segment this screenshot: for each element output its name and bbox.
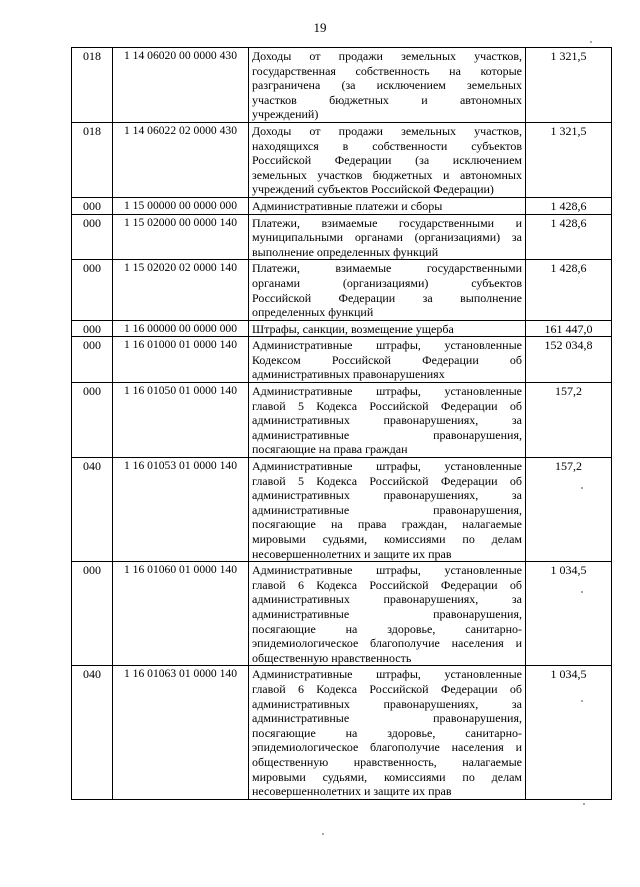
amount-cell: 1 428,6 <box>526 214 612 260</box>
name-line: Российской Федерации (за исключением <box>252 153 522 168</box>
revenue-name-cell <box>249 666 526 799</box>
name-line: главой 5 Кодекса Российской Федерации об <box>252 398 522 413</box>
revenue-name-cell <box>249 48 526 123</box>
name-line-last: Административные платежи и сборы <box>252 198 443 213</box>
name-line: Административные штрафы, установленные <box>252 384 522 399</box>
name-line: находящихся в собственности субъектов <box>252 138 522 153</box>
scan-speck <box>583 803 585 805</box>
name-line-last: учреждений субъектов Российской Федерации) <box>252 182 494 197</box>
table-row <box>72 122 612 197</box>
name-line-last: общественную нравственность <box>252 650 412 665</box>
amount-cell: 152 034,8 <box>526 337 612 383</box>
name-line: мировыми судьями, комиссиями по делам <box>252 769 522 784</box>
budget-code-cell: 1 16 01063 01 0000 140 <box>113 666 249 799</box>
name-line: мировыми судьями, комиссиями по делам <box>252 532 522 546</box>
budget-code-cell: 1 15 02020 02 0000 140 <box>113 260 249 320</box>
admin-code-cell: 040 <box>72 666 113 799</box>
name-line: административные правонарушения, <box>252 711 522 726</box>
admin-code-cell: 040 <box>72 458 113 562</box>
revenue-name-cell <box>249 260 526 320</box>
name-line: административных правонарушениях, за <box>252 413 522 428</box>
budget-code-cell: 1 14 06022 02 0000 430 <box>113 122 249 197</box>
revenue-table <box>71 47 612 800</box>
revenue-name-cell <box>249 214 526 260</box>
revenue-name-cell <box>249 337 526 383</box>
name-line: посягающие на права граждан, налагаемые <box>252 517 522 532</box>
name-line: административные правонарушения, <box>252 427 522 442</box>
name-line: Административные штрафы, установленные <box>252 667 522 682</box>
name-line-last: учреждений) <box>252 107 319 122</box>
name-line: общественную нравственность, налагаемые <box>252 754 522 769</box>
name-line: главой 6 Кодекса Российской Федерации об <box>252 681 522 696</box>
scan-speck <box>590 41 592 43</box>
name-line-last: Штрафы, санкции, возмещение ущерба <box>252 321 454 336</box>
name-line: разграничена (за исключением земельных <box>252 78 522 93</box>
name-line-last: посягающие на права граждан <box>252 442 408 457</box>
budget-code-cell: 1 16 01000 01 0000 140 <box>113 337 249 383</box>
name-line: посягающие на здоровье, санитарно- <box>252 621 522 636</box>
name-line: Доходы от продажи земельных участков, <box>252 49 522 63</box>
table-row <box>72 666 612 799</box>
page-number: 19 <box>313 20 327 35</box>
amount-cell: 1 321,5 <box>526 48 612 123</box>
revenue-name-cell <box>249 197 526 214</box>
scan-speck <box>581 700 583 702</box>
name-line: административных правонарушениях, за <box>252 696 522 711</box>
table-body <box>72 48 612 800</box>
admin-code-cell: 000 <box>72 337 113 383</box>
amount-cell: 1 428,6 <box>526 260 612 320</box>
name-line: участков бюджетных и автономных <box>252 92 522 107</box>
table-row <box>72 337 612 383</box>
admin-code-cell: 000 <box>72 320 113 337</box>
amount-cell: 161 447,0 <box>526 320 612 337</box>
budget-code-cell: 1 15 00000 00 0000 000 <box>113 197 249 214</box>
admin-code-cell: 000 <box>72 197 113 214</box>
name-line: эпидемиологическое благополучие населения и <box>252 740 522 755</box>
scan-speck <box>322 833 324 835</box>
revenue-name-cell <box>249 562 526 666</box>
admin-code-cell: 000 <box>72 383 113 458</box>
name-line-last: определенных функций <box>252 305 374 320</box>
name-line-last: административных правонарушениях <box>252 367 445 382</box>
amount-cell: 1 321,5 <box>526 122 612 197</box>
admin-code-cell: 018 <box>72 122 113 197</box>
name-line: Российской Федерации за выполнение <box>252 290 522 305</box>
amount-cell: 1 034,5 <box>526 666 612 799</box>
name-line: Административные штрафы, установленные <box>252 459 522 474</box>
name-line: Платежи, взимаемые государственными <box>252 261 522 276</box>
name-line: Административные штрафы, установленные <box>252 563 522 578</box>
name-line: земельных участков бюджетных и автономных <box>252 167 522 182</box>
budget-code-cell: 1 16 01050 01 0000 140 <box>113 383 249 458</box>
name-line: Кодексом Российской Федерации об <box>252 352 522 367</box>
admin-code-cell: 000 <box>72 214 113 260</box>
name-line: главой 5 Кодекса Российской Федерации об <box>252 473 522 488</box>
admin-code-cell: 018 <box>72 48 113 123</box>
name-line: административные правонарушения, <box>252 606 522 621</box>
amount-cell: 1 034,5 <box>526 562 612 666</box>
budget-code-cell: 1 15 02000 00 0000 140 <box>113 214 249 260</box>
name-line: посягающие на здоровье, санитарно- <box>252 725 522 740</box>
table-row <box>72 383 612 458</box>
table-row <box>72 260 612 320</box>
name-line-last: выполнение определенных функций <box>252 244 439 259</box>
budget-code-cell: 1 14 06020 00 0000 430 <box>113 48 249 123</box>
admin-code-cell: 000 <box>72 260 113 320</box>
scan-speck <box>581 591 583 593</box>
name-line: административных правонарушениях, за <box>252 488 522 503</box>
amount-cell: 157,2 <box>526 458 612 562</box>
name-line-last: несовершеннолетних и защите их прав <box>252 784 452 799</box>
admin-code-cell: 000 <box>72 562 113 666</box>
name-line: эпидемиологическое благополучие населения и <box>252 636 522 651</box>
name-line: Платежи, взимаемые государственными и <box>252 215 522 230</box>
budget-code-cell: 1 16 01060 01 0000 140 <box>113 562 249 666</box>
name-line: административные правонарушения, <box>252 502 522 517</box>
name-line: органами (организациями) субъектов <box>252 275 522 290</box>
amount-cell: 1 428,6 <box>526 197 612 214</box>
budget-code-cell: 1 16 01053 01 0000 140 <box>113 458 249 562</box>
revenue-name-cell <box>249 122 526 197</box>
name-line: государственная собственность на которые <box>252 63 522 78</box>
name-line: главой 6 Кодекса Российской Федерации об <box>252 577 522 592</box>
table-row <box>72 562 612 666</box>
revenue-name-cell <box>249 458 526 562</box>
table-row <box>72 458 612 562</box>
table-row <box>72 48 612 123</box>
name-line: административных правонарушениях, за <box>252 592 522 607</box>
table-row <box>72 197 612 214</box>
name-line: муниципальными органами (организациями) за <box>252 230 522 245</box>
name-line: Доходы от продажи земельных участков, <box>252 123 522 138</box>
revenue-name-cell <box>249 383 526 458</box>
name-line: Административные штрафы, установленные <box>252 338 522 353</box>
budget-code-cell: 1 16 00000 00 0000 000 <box>113 320 249 337</box>
revenue-name-cell <box>249 320 526 337</box>
amount-cell: 157,2 <box>526 383 612 458</box>
table-row <box>72 320 612 337</box>
scan-speck <box>581 487 583 489</box>
table-row <box>72 214 612 260</box>
name-line-last: несовершеннолетних и защите их прав <box>252 546 452 561</box>
